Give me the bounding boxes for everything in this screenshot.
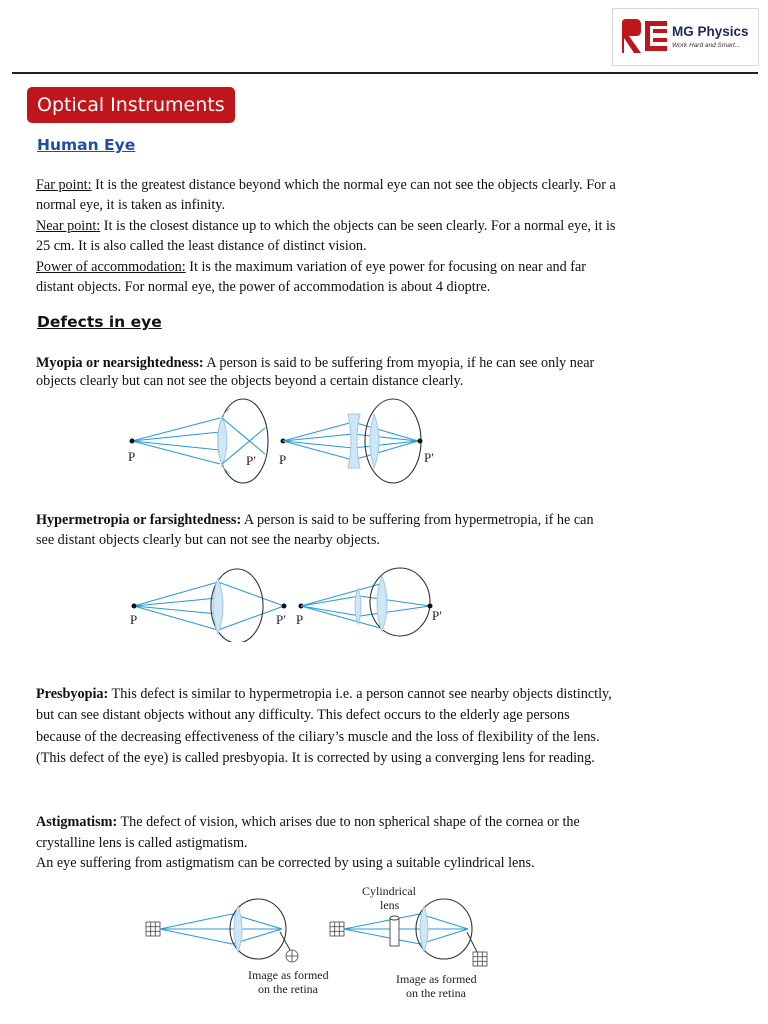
hypermetropia-term: Hypermetropia or farsightedness: bbox=[36, 512, 242, 528]
hyper-corrected-label-p: P bbox=[296, 612, 304, 627]
human-eye-definitions bbox=[36, 175, 626, 297]
cyl-lens-label-line2: lens bbox=[380, 898, 400, 912]
myopia-label-p-prime: P′ bbox=[246, 453, 257, 468]
astigmatism-figure bbox=[140, 880, 500, 1000]
logo bbox=[612, 8, 759, 66]
heading-human-eye: Human Eye bbox=[37, 136, 136, 154]
retina-caption-1-line1: Image as formed bbox=[248, 968, 329, 982]
power-term: Power of accommodation: bbox=[36, 258, 186, 275]
presbyopia-text: This defect is similar to hypermetropia i.e. a person cannot see nearby objects distinctly, but can see distant objects without any difficulty. This defect occurs to the elderly age persons because of the decreasing effectiveness of the ciliary’s muscle and the loss of flexibility of the lens. (This defect of the eye) is called presbyopia. It is corrected by using a converging lens for reading. bbox=[36, 686, 612, 766]
far-point-term: Far point: bbox=[36, 177, 92, 193]
brand-name: MG Physics bbox=[672, 24, 749, 39]
far-point-paragraph bbox=[36, 175, 626, 216]
near-point-text: It is the closest distance up to which the objects can be seen clearly. For a normal eye, it is 25 cm. It is also called the least distance of distinct vision. bbox=[36, 217, 616, 255]
myopia-corrected-label-p-prime: P′ bbox=[424, 450, 435, 465]
near-point-term: Near point: bbox=[36, 217, 101, 234]
chapter-banner: Optical Instruments bbox=[27, 87, 235, 123]
myopia-figure bbox=[118, 396, 448, 492]
presbyopia-paragraph bbox=[36, 684, 616, 769]
cyl-lens-label-line1: Cylindrical bbox=[362, 884, 416, 898]
astigmatism-paragraph bbox=[36, 812, 616, 874]
brand-tagline: Work Hard and Smart... bbox=[672, 42, 741, 49]
hyper-corrected-label-p-prime: P′ bbox=[432, 608, 443, 623]
myopia-text: A person is said to be suffering from myopia, if he can see only near objects clearly but can not see the objects beyond a certain distance clearly. bbox=[36, 355, 595, 389]
object-grid-icon bbox=[146, 922, 160, 936]
mg-logo-icon bbox=[619, 17, 669, 55]
myopia-paragraph bbox=[36, 354, 616, 390]
retina-caption-1-line2: on the retina bbox=[258, 982, 318, 996]
hypermetropia-text: A person is said to be suffering from hypermetropia, if he can see distant objects clearly but can not see the nearby objects. bbox=[36, 512, 594, 549]
presbyopia-term: Presbyopia: bbox=[36, 686, 109, 702]
retina-caption-2-line2: on the retina bbox=[406, 986, 466, 1000]
power-paragraph bbox=[36, 257, 626, 298]
astigmatism-correction: An eye suffering from astigmatism can be corrected by using a suitable cylindrical lens. bbox=[36, 855, 535, 871]
hyper-label-p: P bbox=[130, 612, 138, 627]
near-point-paragraph bbox=[36, 216, 626, 257]
cylindrical-lens-icon bbox=[390, 916, 399, 946]
myopia-corrected-label-p: P bbox=[279, 452, 287, 467]
astigmatism-term: Astigmatism: bbox=[36, 814, 118, 830]
hyper-label-p-prime: P′ bbox=[276, 612, 287, 627]
far-point-text: It is the greatest distance beyond which the normal eye can not see the objects clearly. For a normal eye, it is taken as infinity. bbox=[36, 177, 616, 214]
retina-caption-2-line1: Image as formed bbox=[396, 972, 477, 986]
astigmatism-text: The defect of vision, which arises due to non spherical shape of the cornea or the crystalline lens is called astigmatism. bbox=[36, 814, 580, 851]
myopia-label-p: P bbox=[128, 449, 136, 464]
hypermetropia-paragraph bbox=[36, 510, 596, 551]
heading-defects: Defects in eye bbox=[37, 313, 162, 331]
power-text: It is the maximum variation of eye power for focusing on near and far distant objects. For normal eye, the power of accommodation is about 4 dioptre. bbox=[36, 258, 586, 296]
header-divider bbox=[12, 72, 758, 74]
myopia-term: Myopia or nearsightedness: bbox=[36, 355, 204, 371]
hypermetropia-figure bbox=[122, 566, 452, 642]
